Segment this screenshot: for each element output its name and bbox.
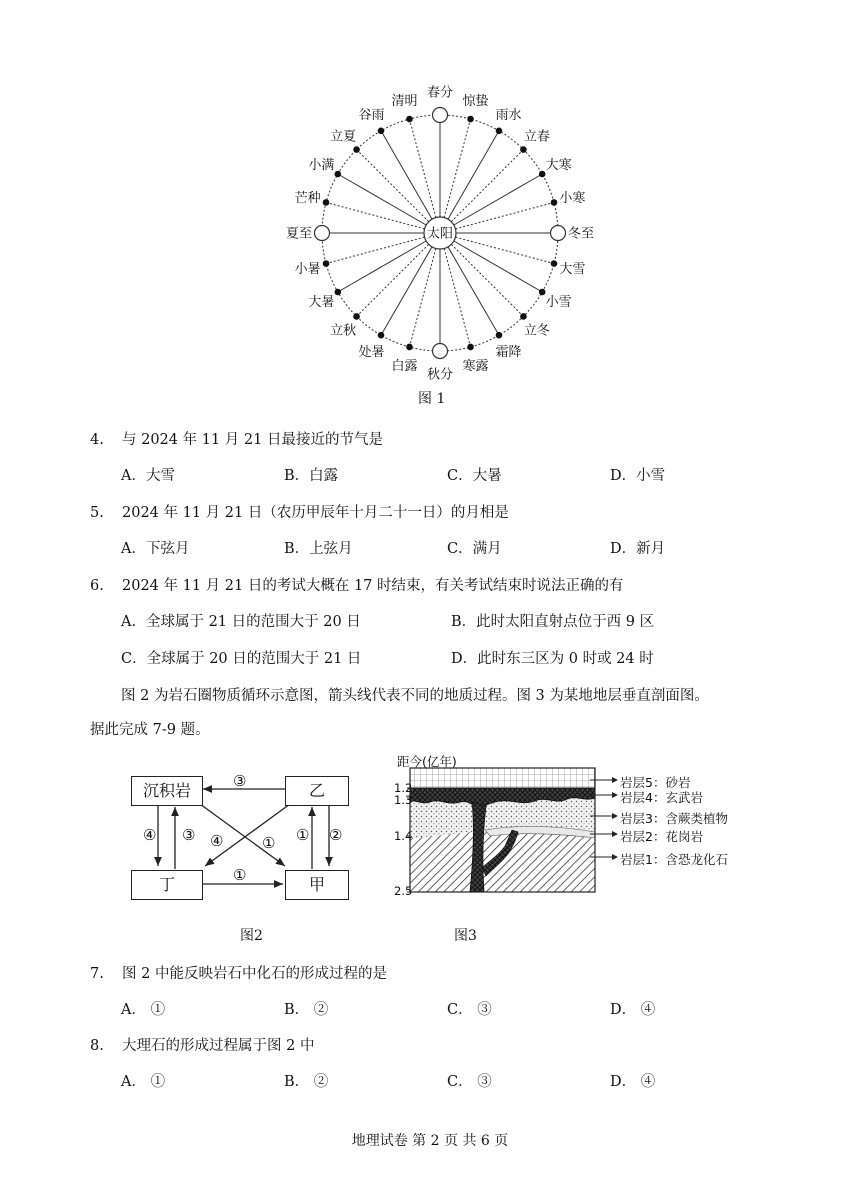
term-marker [335,289,342,296]
q6-option-b: B．此时太阳直射点位于西 9 区 [451,614,655,630]
q5-option-b: B．上弦月 [284,541,353,557]
layer-label-4: 岩层4：玄武岩 [620,790,703,805]
axis-title: 距今(亿年) [397,754,457,769]
term-marker [406,116,413,123]
process-label-bottom: ① [233,866,247,884]
q6-option-d: D．此时东三区为 0 时或 24 时 [451,651,654,667]
question-text: 大理石的形成过程属于图 2 中 [122,1038,315,1054]
q7-option-b: B． ② [284,1002,329,1018]
term-label: 霜降 [495,345,522,361]
term-marker [496,332,503,339]
term-label: 清明 [391,94,418,110]
question-number: 7. [90,966,104,982]
question-5 [90,501,509,522]
term-label: 寒露 [462,358,489,374]
tick-label: 1.3 [394,793,413,807]
term-label: 处暑 [358,345,385,361]
process-label-right-b: ② [329,826,343,844]
question-text: 2024 年 11 月 21 日的考试大概在 17 时结束，有关考试结束时说法正确的有 [122,578,624,594]
process-label-right-a: ① [296,826,310,844]
box-sedimentary-rock: 沉积岩 [131,776,203,806]
term-label: 大雪 [559,261,586,277]
term-label: 立夏 [330,129,357,145]
term-marker [353,146,360,153]
term-ray [357,244,429,316]
process-label-diag-b: ① [262,834,276,852]
box-jia: 甲 [285,870,349,900]
process-label-left-b: ③ [182,826,196,844]
term-label: 小寒 [559,191,586,207]
question-number: 6. [90,578,104,594]
term-ray [451,150,523,222]
term-marker [520,146,527,153]
term-marker [406,344,413,351]
question-number: 4. [90,432,104,448]
q8-option-b: B． ② [284,1074,329,1090]
term-marker [467,344,474,351]
question-text: 与 2024 年 11 月 21 日最接近的节气是 [122,432,383,448]
term-marker [539,289,546,296]
term-marker [551,199,558,206]
term-marker [323,260,330,267]
term-marker [323,199,330,206]
term-marker [551,260,558,267]
question-text: 2024 年 11 月 21 日（农历甲辰年十月二十一日）的月相是 [122,505,509,521]
q8-option-d: D． ④ [610,1074,656,1090]
q4-option-a: A．大雪 [121,468,175,484]
layer-label-1: 岩层1：含恐龙化石 [620,852,728,867]
tick-label: 2.5 [394,884,413,898]
term-label: 小暑 [294,261,321,277]
figure3-caption: 图3 [454,928,477,944]
question-8 [90,1034,314,1055]
term-marker [496,128,503,135]
question-number: 8. [90,1038,104,1054]
term-marker [378,128,385,135]
layer-label-3: 岩层3：含蕨类植物 [620,811,728,826]
q5-option-c: C．满月 [447,541,502,557]
q7-option-d: D． ④ [610,1002,656,1018]
process-label-diag-a: ④ [210,832,224,850]
question-7 [90,962,387,983]
term-marker [433,344,448,359]
term-label: 小满 [308,158,335,173]
term-label: 大暑 [308,295,335,310]
tick-label: 1.2 [394,781,413,795]
term-ray [357,150,429,222]
layer-label-5: 岩层5：砂岩 [620,775,691,790]
term-label: 立秋 [330,323,357,339]
q6-option-a: A．全球属于 21 日的范围大于 20 日 [121,614,361,630]
term-marker [315,226,330,241]
process-label-left-a: ④ [143,826,157,844]
term-marker [335,171,342,178]
question-number: 5. [90,505,104,521]
term-marker [551,226,566,241]
q4-option-c: C．大暑 [447,468,502,484]
term-marker [378,332,385,339]
term-label: 惊蛰 [462,94,489,110]
term-label: 谷雨 [358,107,385,123]
term-label: 立春 [523,129,550,145]
box-yi: 乙 [285,776,349,806]
page-footer: 地理试卷 第 2 页 共 6 页 [351,1133,509,1149]
term-label: 芒种 [294,191,321,207]
q7-option-a: A． ① [121,1002,166,1018]
q8-option-a: A． ① [121,1074,166,1090]
q7-option-c: C． ③ [447,1002,492,1018]
intro-line-1: 图 2 为岩石圈物质循环示意图，箭头线代表不同的地质过程。图 3 为某地地层垂直剖面图。 [121,688,709,704]
process-label-top: ③ [233,772,247,790]
term-label: 冬至 [567,226,595,242]
term-label: 秋分 [426,367,454,383]
term-marker [539,171,546,178]
sun-label: 太阳 [426,226,454,242]
term-label: 雨水 [495,107,522,123]
box-ding: 丁 [131,870,203,900]
q6-option-c: C．全球属于 20 日的范围大于 21 日 [121,651,362,667]
q4-option-d: D．小雪 [610,468,666,484]
solar-terms-diagram [285,85,595,385]
term-label: 夏至 [285,226,313,242]
figure1-caption: 图 1 [418,391,446,407]
term-label: 白露 [391,358,418,374]
figure2-caption: 图2 [240,928,263,944]
q5-option-a: A．下弦月 [121,541,190,557]
q5-option-d: D．新月 [610,541,666,557]
tick-label: 1.4 [394,829,413,843]
term-marker [467,116,474,123]
term-label: 小雪 [545,295,572,310]
question-6 [90,574,624,595]
term-label: 春分 [426,85,454,101]
question-text: 图 2 中能反映岩石中化石的形成过程的是 [122,966,387,982]
q4-option-b: B．白露 [284,468,339,484]
term-label: 立冬 [523,323,550,339]
layer-label-2: 岩层2：花岗岩 [620,829,703,844]
term-marker [353,313,360,320]
question-4 [90,428,383,449]
intro-line-2: 据此完成 7-9 题。 [90,722,210,738]
q8-option-c: C． ③ [447,1074,492,1090]
term-marker [433,108,448,123]
term-marker [520,313,527,320]
term-ray [451,244,523,316]
term-label: 大寒 [545,158,572,173]
